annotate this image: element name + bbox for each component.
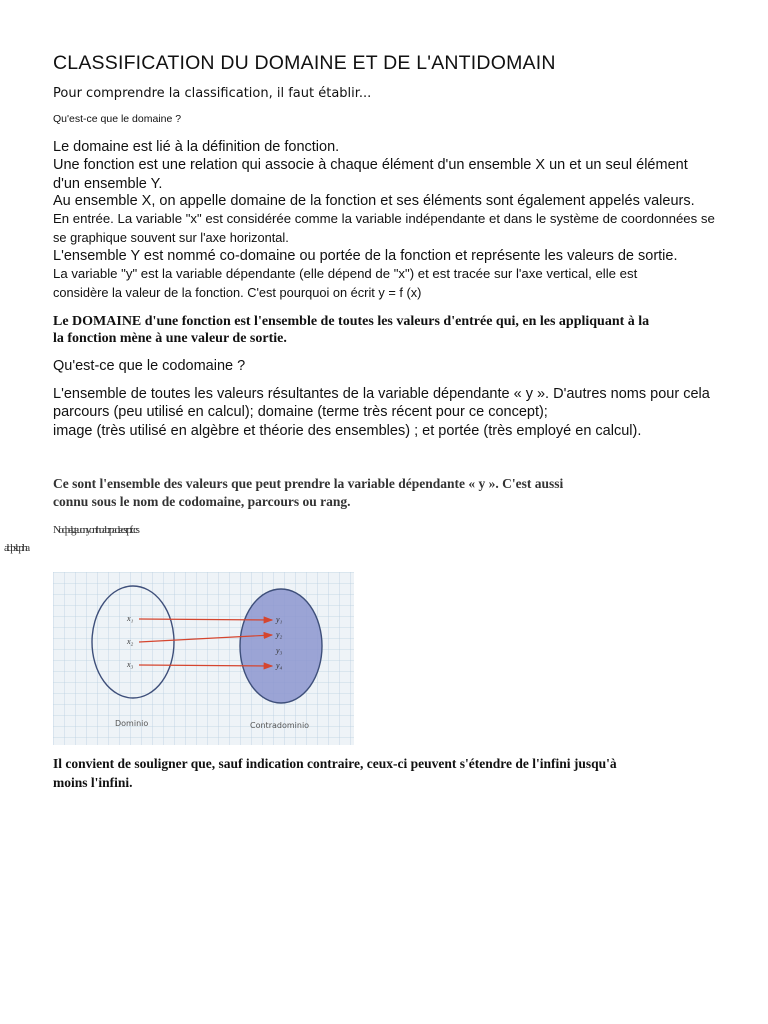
domain-line-9: considère la valeur de la fonction. C'est pourquoi on écrit y = f (x) (53, 285, 422, 300)
domain-line-1: Le domaine est lié à la définition de fonction. (53, 139, 340, 155)
page-title: CLASSIFICATION DU DOMAINE ET DE L'ANTIDOMAIN (53, 52, 556, 74)
domain-codomain-diagram (53, 572, 354, 745)
codomain-line-2: parcours (peu utilisé en calcul); domaine (terme très récent pour ce concept); (53, 404, 548, 420)
question-domain: Qu'est-ce que le domaine ? (53, 113, 182, 125)
question-codomain: Qu'est-ce que le codomaine ? (53, 358, 246, 374)
codomain-summary-line-1: Ce sont l'ensemble des valeurs que peut prendre la variable dépendante « y ». C'est aussi (53, 476, 564, 491)
y3-label: y₃ (276, 646, 283, 655)
domain-line-5: En entrée. La variable "x" est considérée comme la variable indépendante et dans le système de coordonnées se (53, 211, 715, 226)
conclusion-line-1: Il convient de souligner que, sauf indication contraire, ceux-ci peuvent s'étendre de l'infini jusqu'à (53, 756, 617, 771)
y1-label: y₁ (276, 615, 283, 624)
page-subtitle: Pour comprendre la classification, il faut établir... (53, 86, 372, 101)
x3-label: x₃ (127, 660, 134, 669)
codomain-line-3: image (très utilisé en algèbre et théorie des ensembles) ; et portée (très employé en calcul). (53, 423, 642, 439)
codomain-summary-line-2: connu sous le nom de codomaine, parcours ou rang. (53, 494, 351, 509)
domain-line-7: L'ensemble Y est nommé co-domaine ou portée de la fonction et représente les valeurs de sortie. (53, 248, 678, 264)
x2-label: x₂ (127, 637, 134, 646)
domain-line-6: se graphique souvent sur l'axe horizontal. (53, 230, 289, 245)
domain-line-8: La variable "y" est la variable dépendante (elle dépend de "x") et est tracée sur l'axe vertical, elle est (53, 266, 638, 281)
garbled-text-line-2: aldpslcpiha (4, 542, 28, 554)
conclusion-line-2: moins l'infini. (53, 775, 133, 790)
domain-definition-line-1: Le DOMAINE d'une fonction est l'ensemble de toutes les valeurs d'entrée qui, en les appliquant à la (53, 314, 650, 329)
codomain-line-1: L'ensemble de toutes les valeurs résultantes de la variable dépendante « y ». D'autres noms pour cela (53, 386, 710, 402)
y2-label: y₂ (276, 630, 283, 639)
domain-label: Dominio (115, 719, 149, 728)
y4-label: y₄ (276, 661, 283, 670)
garbled-text-line-1: Nodpelgeuonyonthoabrpaolecsrpfccs (53, 524, 138, 536)
domain-line-3: d'un ensemble Y. (53, 176, 163, 192)
domain-line-4: Au ensemble X, on appelle domaine de la fonction et ses éléments sont également appelés valeurs. (53, 193, 695, 209)
codomain-label: Contradominio (250, 721, 310, 730)
x1-label: x₁ (127, 614, 134, 623)
domain-line-2: Une fonction est une relation qui associe à chaque élément d'un ensemble X un et un seul élément (53, 157, 688, 173)
domain-definition-line-2: la fonction mène à une valeur de sortie. (53, 331, 287, 346)
